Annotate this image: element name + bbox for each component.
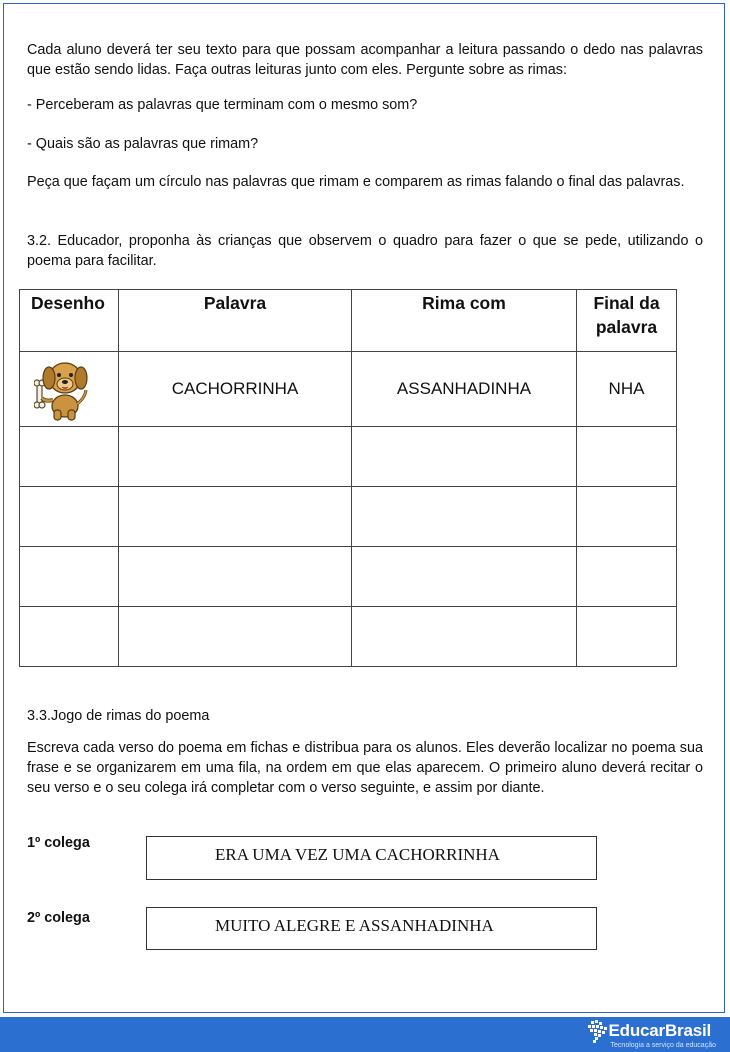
educarbrasil-logo: [585, 1018, 716, 1049]
header-final: Final da palavra: [577, 290, 677, 352]
empty-cell[interactable]: [119, 427, 352, 487]
header-desenho: Desenho: [20, 290, 119, 352]
brand-name: EducarBrasil: [608, 1021, 712, 1040]
circle-instruction: Peça que façam um círculo nas palavras que rimam e comparem as rimas falando o final das palavras.: [27, 174, 685, 190]
table-row: [20, 547, 677, 607]
intro-paragraph: Cada aluno deverá ter seu texto para que possam acompanhar a leitura passando o dedo nas palavras que estão sendo lidas. Faça outras leituras junto com eles. Pergunte sobre as rimas:: [27, 42, 703, 78]
colega-2-label: 2º colega: [27, 910, 90, 926]
question-2: - Quais são as palavras que rimam?: [27, 136, 259, 152]
empty-cell[interactable]: [352, 427, 577, 487]
empty-cell[interactable]: [577, 607, 677, 667]
header-palavra: Palavra: [119, 290, 352, 352]
example-palavra: CACHORRINHA: [119, 352, 352, 427]
table-row: [20, 427, 677, 487]
empty-cell[interactable]: [352, 547, 577, 607]
example-final: NHA: [577, 352, 677, 427]
table-header-row: [20, 290, 677, 352]
empty-cell[interactable]: [20, 607, 119, 667]
table-row: [20, 487, 677, 547]
section-3-3-title: 3.3.Jogo de rimas do poema: [27, 708, 210, 724]
section-3-3-instructions: Escreva cada verso do poema em fichas e distribua para os alunos. Eles deverão localizar no poema sua frase e se organizarem em uma fila, na ordem em que elas aparecem. O primeiro aluno deverá recitar o seu verso e o seu colega irá completar com o verso seguinte, e assim por diante.: [27, 740, 703, 796]
table-row: [20, 352, 677, 427]
empty-cell[interactable]: [20, 427, 119, 487]
header-rima-com: Rima com: [352, 290, 577, 352]
empty-cell[interactable]: [577, 427, 677, 487]
colega-2-verse-box: MUITO ALEGRE E ASSANHADINHA: [146, 907, 597, 950]
empty-cell[interactable]: [119, 547, 352, 607]
empty-cell[interactable]: [352, 487, 577, 547]
question-1: - Perceberam as palavras que terminam com o mesmo som?: [27, 97, 418, 113]
brand-tagline: Tecnologia a serviço da educação: [610, 1042, 716, 1049]
dog-with-bone-icon: [34, 356, 94, 422]
empty-cell[interactable]: [577, 547, 677, 607]
table-row: [20, 607, 677, 667]
brazil-map-icon: [585, 1018, 609, 1044]
rhyme-table: [19, 289, 677, 667]
empty-cell[interactable]: [20, 547, 119, 607]
drawing-cell: [20, 352, 119, 427]
empty-cell[interactable]: [352, 607, 577, 667]
empty-cell[interactable]: [119, 607, 352, 667]
empty-cell[interactable]: [20, 487, 119, 547]
empty-cell[interactable]: [119, 487, 352, 547]
activity-3-2: 3.2. Educador, proponha às crianças que observem o quadro para fazer o que se pede, utilizando o poema para facilitar.: [27, 233, 703, 269]
example-rima-com: ASSANHADINHA: [352, 352, 577, 427]
colega-1-label: 1º colega: [27, 835, 90, 851]
colega-1-verse-box: ERA UMA VEZ UMA CACHORRINHA: [146, 836, 597, 880]
empty-cell[interactable]: [577, 487, 677, 547]
